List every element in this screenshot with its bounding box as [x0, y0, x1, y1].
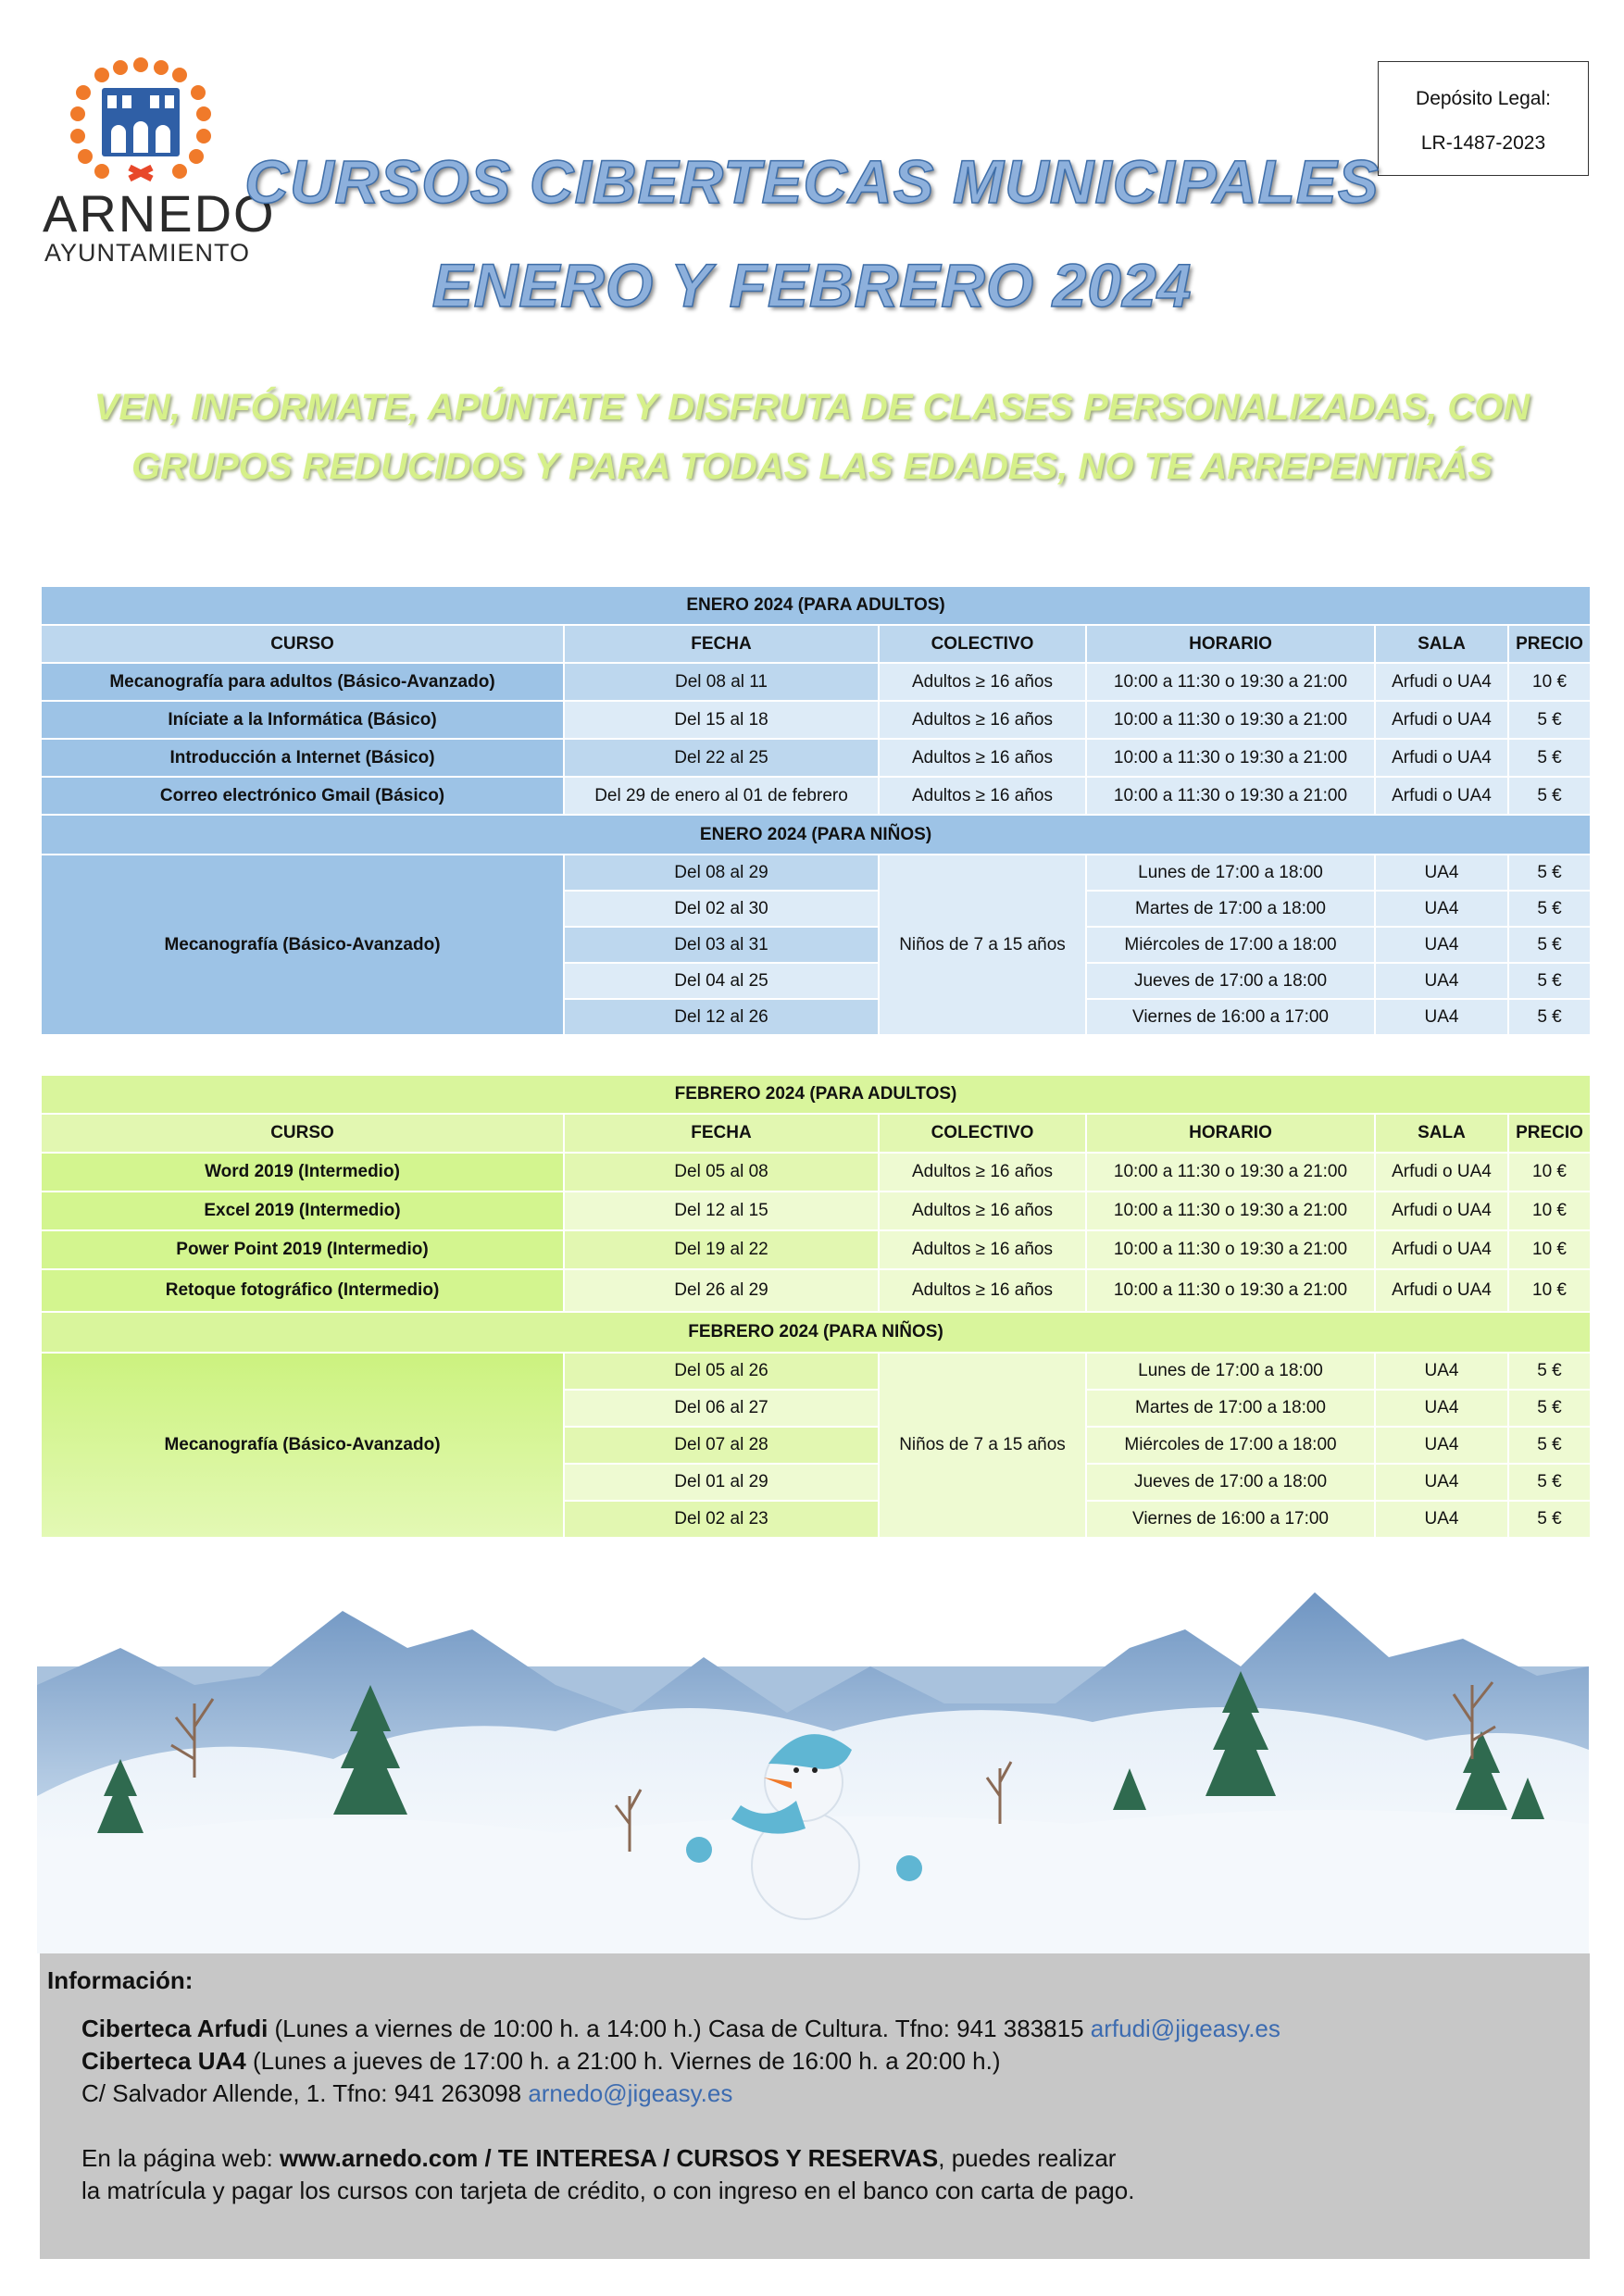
- course-room: UA4: [1375, 963, 1508, 999]
- course-price: 5 €: [1508, 999, 1591, 1035]
- info-ua4-address-line: [81, 2079, 732, 2108]
- course-price: 5 €: [1508, 963, 1591, 999]
- col-header-curso: CURSO: [41, 625, 564, 663]
- course-date: Del 12 al 26: [564, 999, 879, 1035]
- info-arfudi-line: [81, 2015, 1280, 2043]
- febrero-table: [40, 1074, 1592, 1539]
- course-room: Arfudi o UA4: [1375, 663, 1508, 701]
- course-audience: Adultos ≥ 16 años: [879, 1153, 1086, 1192]
- course-schedule: 10:00 a 11:30 o 19:30 a 21:00: [1086, 663, 1375, 701]
- course-price: 5 €: [1508, 1464, 1591, 1501]
- course-room: Arfudi o UA4: [1375, 1153, 1508, 1192]
- legal-label: Depósito Legal:: [1416, 88, 1551, 109]
- course-room: UA4: [1375, 1390, 1508, 1427]
- course-date: Del 02 al 30: [564, 891, 879, 927]
- web-path-link[interactable]: www.arnedo.com / TE INTERESA / CURSOS Y RESERVAS: [279, 2144, 939, 2172]
- enero-ninos-title: ENERO 2024 (PARA NIÑOS): [41, 815, 1591, 855]
- course-name: Mecanografía (Básico-Avanzado): [41, 1353, 564, 1538]
- course-date: Del 22 al 25: [564, 739, 879, 777]
- course-room: Arfudi o UA4: [1375, 1192, 1508, 1230]
- course-schedule: Lunes de 17:00 a 18:00: [1086, 855, 1375, 891]
- course-schedule: 10:00 a 11:30 o 19:30 a 21:00: [1086, 1192, 1375, 1230]
- course-name: Mecanografía (Básico-Avanzado): [41, 855, 564, 1035]
- course-room: UA4: [1375, 1464, 1508, 1501]
- course-schedule: Miércoles de 17:00 a 18:00: [1086, 927, 1375, 963]
- course-room: Arfudi o UA4: [1375, 701, 1508, 739]
- course-price: 5 €: [1508, 1353, 1591, 1390]
- page-title-line1: CURSOS CIBERTECAS MUNICIPALES: [244, 147, 1380, 216]
- legal-value: LR-1487-2023: [1420, 132, 1546, 154]
- course-name: Correo electrónico Gmail (Básico): [41, 777, 564, 815]
- info-ua4-line: [81, 2047, 1001, 2076]
- table-row: [41, 663, 1591, 701]
- course-audience: Adultos ≥ 16 años: [879, 1230, 1086, 1269]
- course-date: Del 05 al 08: [564, 1153, 879, 1192]
- subtitle-line1: VEN, INFÓRMATE, APÚNTATE Y DISFRUTA DE CLASES PERSONALIZADAS, CON: [94, 387, 1530, 428]
- febrero-ninos-title: FEBRERO 2024 (PARA NIÑOS): [41, 1312, 1591, 1353]
- course-schedule: Lunes de 17:00 a 18:00: [1086, 1353, 1375, 1390]
- col-header-colectivo: COLECTIVO: [879, 625, 1086, 663]
- table-row: [41, 701, 1591, 739]
- course-date: Del 05 al 26: [564, 1353, 879, 1390]
- course-price: 5 €: [1508, 855, 1591, 891]
- course-audience: Niños de 7 a 15 años: [879, 1353, 1086, 1538]
- info-heading: Información:: [47, 1966, 194, 1994]
- course-schedule: Jueves de 17:00 a 18:00: [1086, 1464, 1375, 1501]
- course-date: Del 04 al 25: [564, 963, 879, 999]
- col-header-horario: HORARIO: [1086, 625, 1375, 663]
- ua4-address: C/ Salvador Allende, 1. Tfno: 941 263098: [81, 2079, 529, 2107]
- course-audience: Niños de 7 a 15 años: [879, 855, 1086, 1035]
- col-header-fecha: FECHA: [564, 625, 879, 663]
- ua4-email-link[interactable]: arnedo@jigeasy.es: [528, 2079, 733, 2107]
- course-schedule: Martes de 17:00 a 18:00: [1086, 891, 1375, 927]
- course-name: Power Point 2019 (Intermedio): [41, 1230, 564, 1269]
- info-web-line: [81, 2144, 1116, 2173]
- logo-subname: AYUNTAMIENTO: [44, 239, 251, 267]
- course-name: Iníciate a la Informática (Básico): [41, 701, 564, 739]
- web-prefix: En la página web:: [81, 2144, 280, 2172]
- course-date: Del 02 al 23: [564, 1501, 879, 1538]
- course-room: UA4: [1375, 927, 1508, 963]
- course-audience: Adultos ≥ 16 años: [879, 663, 1086, 701]
- course-schedule: Jueves de 17:00 a 18:00: [1086, 963, 1375, 999]
- enero-adultos-title: ENERO 2024 (PARA ADULTOS): [41, 586, 1591, 625]
- course-price: 5 €: [1508, 891, 1591, 927]
- course-name: Excel 2019 (Intermedio): [41, 1192, 564, 1230]
- enero-table: [40, 585, 1592, 1036]
- info-box: [40, 1953, 1590, 2259]
- info-web-line2: la matrícula y pagar los cursos con tarjeta de crédito, o con ingreso en el banco con carta de pago.: [81, 2177, 1135, 2204]
- course-room: UA4: [1375, 891, 1508, 927]
- course-price: 5 €: [1508, 739, 1591, 777]
- table-row: [41, 739, 1591, 777]
- course-schedule: 10:00 a 11:30 o 19:30 a 21:00: [1086, 739, 1375, 777]
- course-schedule: Viernes de 16:00 a 17:00: [1086, 1501, 1375, 1538]
- course-name: Introducción a Internet (Básico): [41, 739, 564, 777]
- arfudi-details: (Lunes a viernes de 10:00 h. a 14:00 h.) Casa de Cultura. Tfno: 941 383815: [268, 2015, 1091, 2042]
- col-header-precio: PRECIO: [1508, 625, 1591, 663]
- course-audience: Adultos ≥ 16 años: [879, 777, 1086, 815]
- ua4-details: (Lunes a jueves de 17:00 h. a 21:00 h. Viernes de 16:00 h. a 20:00 h.): [245, 2047, 1001, 2075]
- col-header-colectivo: COLECTIVO: [879, 1114, 1086, 1153]
- course-schedule: Viernes de 16:00 a 17:00: [1086, 999, 1375, 1035]
- arfudi-email-link[interactable]: arfudi@jigeasy.es: [1090, 2015, 1280, 2042]
- ua4-name: Ciberteca UA4: [81, 2047, 246, 2075]
- course-schedule: Martes de 17:00 a 18:00: [1086, 1390, 1375, 1427]
- course-room: UA4: [1375, 1501, 1508, 1538]
- web-suffix: , puedes realizar: [938, 2144, 1117, 2172]
- course-schedule: 10:00 a 11:30 o 19:30 a 21:00: [1086, 777, 1375, 815]
- course-date: Del 08 al 29: [564, 855, 879, 891]
- table-row: [41, 1153, 1591, 1192]
- winter-scene-illustration: [37, 1574, 1589, 1953]
- course-price: 10 €: [1508, 1269, 1591, 1312]
- course-price: 10 €: [1508, 1153, 1591, 1192]
- table-row: [41, 777, 1591, 815]
- course-date: Del 07 al 28: [564, 1427, 879, 1464]
- course-room: UA4: [1375, 1353, 1508, 1390]
- course-date: Del 01 al 29: [564, 1464, 879, 1501]
- course-price: 5 €: [1508, 1390, 1591, 1427]
- arfudi-name: Ciberteca Arfudi: [81, 2015, 269, 2042]
- col-header-horario: HORARIO: [1086, 1114, 1375, 1153]
- course-room: Arfudi o UA4: [1375, 1230, 1508, 1269]
- course-date: Del 15 al 18: [564, 701, 879, 739]
- course-room: UA4: [1375, 999, 1508, 1035]
- course-date: Del 19 al 22: [564, 1230, 879, 1269]
- course-price: 5 €: [1508, 777, 1591, 815]
- table-row: [41, 855, 1591, 891]
- course-date: Del 29 de enero al 01 de febrero: [564, 777, 879, 815]
- course-price: 5 €: [1508, 1501, 1591, 1538]
- table-row: [41, 1192, 1591, 1230]
- table-row: [41, 1269, 1591, 1312]
- course-schedule: 10:00 a 11:30 o 19:30 a 21:00: [1086, 1153, 1375, 1192]
- course-room: Arfudi o UA4: [1375, 739, 1508, 777]
- course-price: 10 €: [1508, 663, 1591, 701]
- course-date: Del 12 al 15: [564, 1192, 879, 1230]
- col-header-fecha: FECHA: [564, 1114, 879, 1153]
- course-schedule: 10:00 a 11:30 o 19:30 a 21:00: [1086, 1230, 1375, 1269]
- course-audience: Adultos ≥ 16 años: [879, 1269, 1086, 1312]
- course-audience: Adultos ≥ 16 años: [879, 1192, 1086, 1230]
- col-header-sala: SALA: [1375, 1114, 1508, 1153]
- course-schedule: 10:00 a 11:30 o 19:30 a 21:00: [1086, 701, 1375, 739]
- course-date: Del 08 al 11: [564, 663, 879, 701]
- course-price: 5 €: [1508, 927, 1591, 963]
- subtitle-line2: GRUPOS REDUCIDOS Y PARA TODAS LAS EDADES, NO TE ARREPENTIRÁS: [131, 446, 1493, 487]
- course-schedule: Miércoles de 17:00 a 18:00: [1086, 1427, 1375, 1464]
- course-room: UA4: [1375, 1427, 1508, 1464]
- course-room: UA4: [1375, 855, 1508, 891]
- course-room: Arfudi o UA4: [1375, 777, 1508, 815]
- course-audience: Adultos ≥ 16 años: [879, 739, 1086, 777]
- course-audience: Adultos ≥ 16 años: [879, 701, 1086, 739]
- course-name: Mecanografía para adultos (Básico-Avanzado): [41, 663, 564, 701]
- course-schedule: 10:00 a 11:30 o 19:30 a 21:00: [1086, 1269, 1375, 1312]
- course-date: Del 03 al 31: [564, 927, 879, 963]
- col-header-sala: SALA: [1375, 625, 1508, 663]
- table-row: [41, 1353, 1591, 1390]
- col-header-curso: CURSO: [41, 1114, 564, 1153]
- course-name: Word 2019 (Intermedio): [41, 1153, 564, 1192]
- course-price: 5 €: [1508, 1427, 1591, 1464]
- page-title-line2: ENERO Y FEBRERO 2024: [431, 251, 1193, 319]
- course-price: 5 €: [1508, 701, 1591, 739]
- table-row: [41, 1230, 1591, 1269]
- course-price: 10 €: [1508, 1192, 1591, 1230]
- course-date: Del 26 al 29: [564, 1269, 879, 1312]
- course-price: 10 €: [1508, 1230, 1591, 1269]
- course-room: Arfudi o UA4: [1375, 1269, 1508, 1312]
- logo-name: ARNEDO: [43, 184, 276, 243]
- col-header-precio: PRECIO: [1508, 1114, 1591, 1153]
- course-date: Del 06 al 27: [564, 1390, 879, 1427]
- febrero-adultos-title: FEBRERO 2024 (PARA ADULTOS): [41, 1075, 1591, 1114]
- course-name: Retoque fotográfico (Intermedio): [41, 1269, 564, 1312]
